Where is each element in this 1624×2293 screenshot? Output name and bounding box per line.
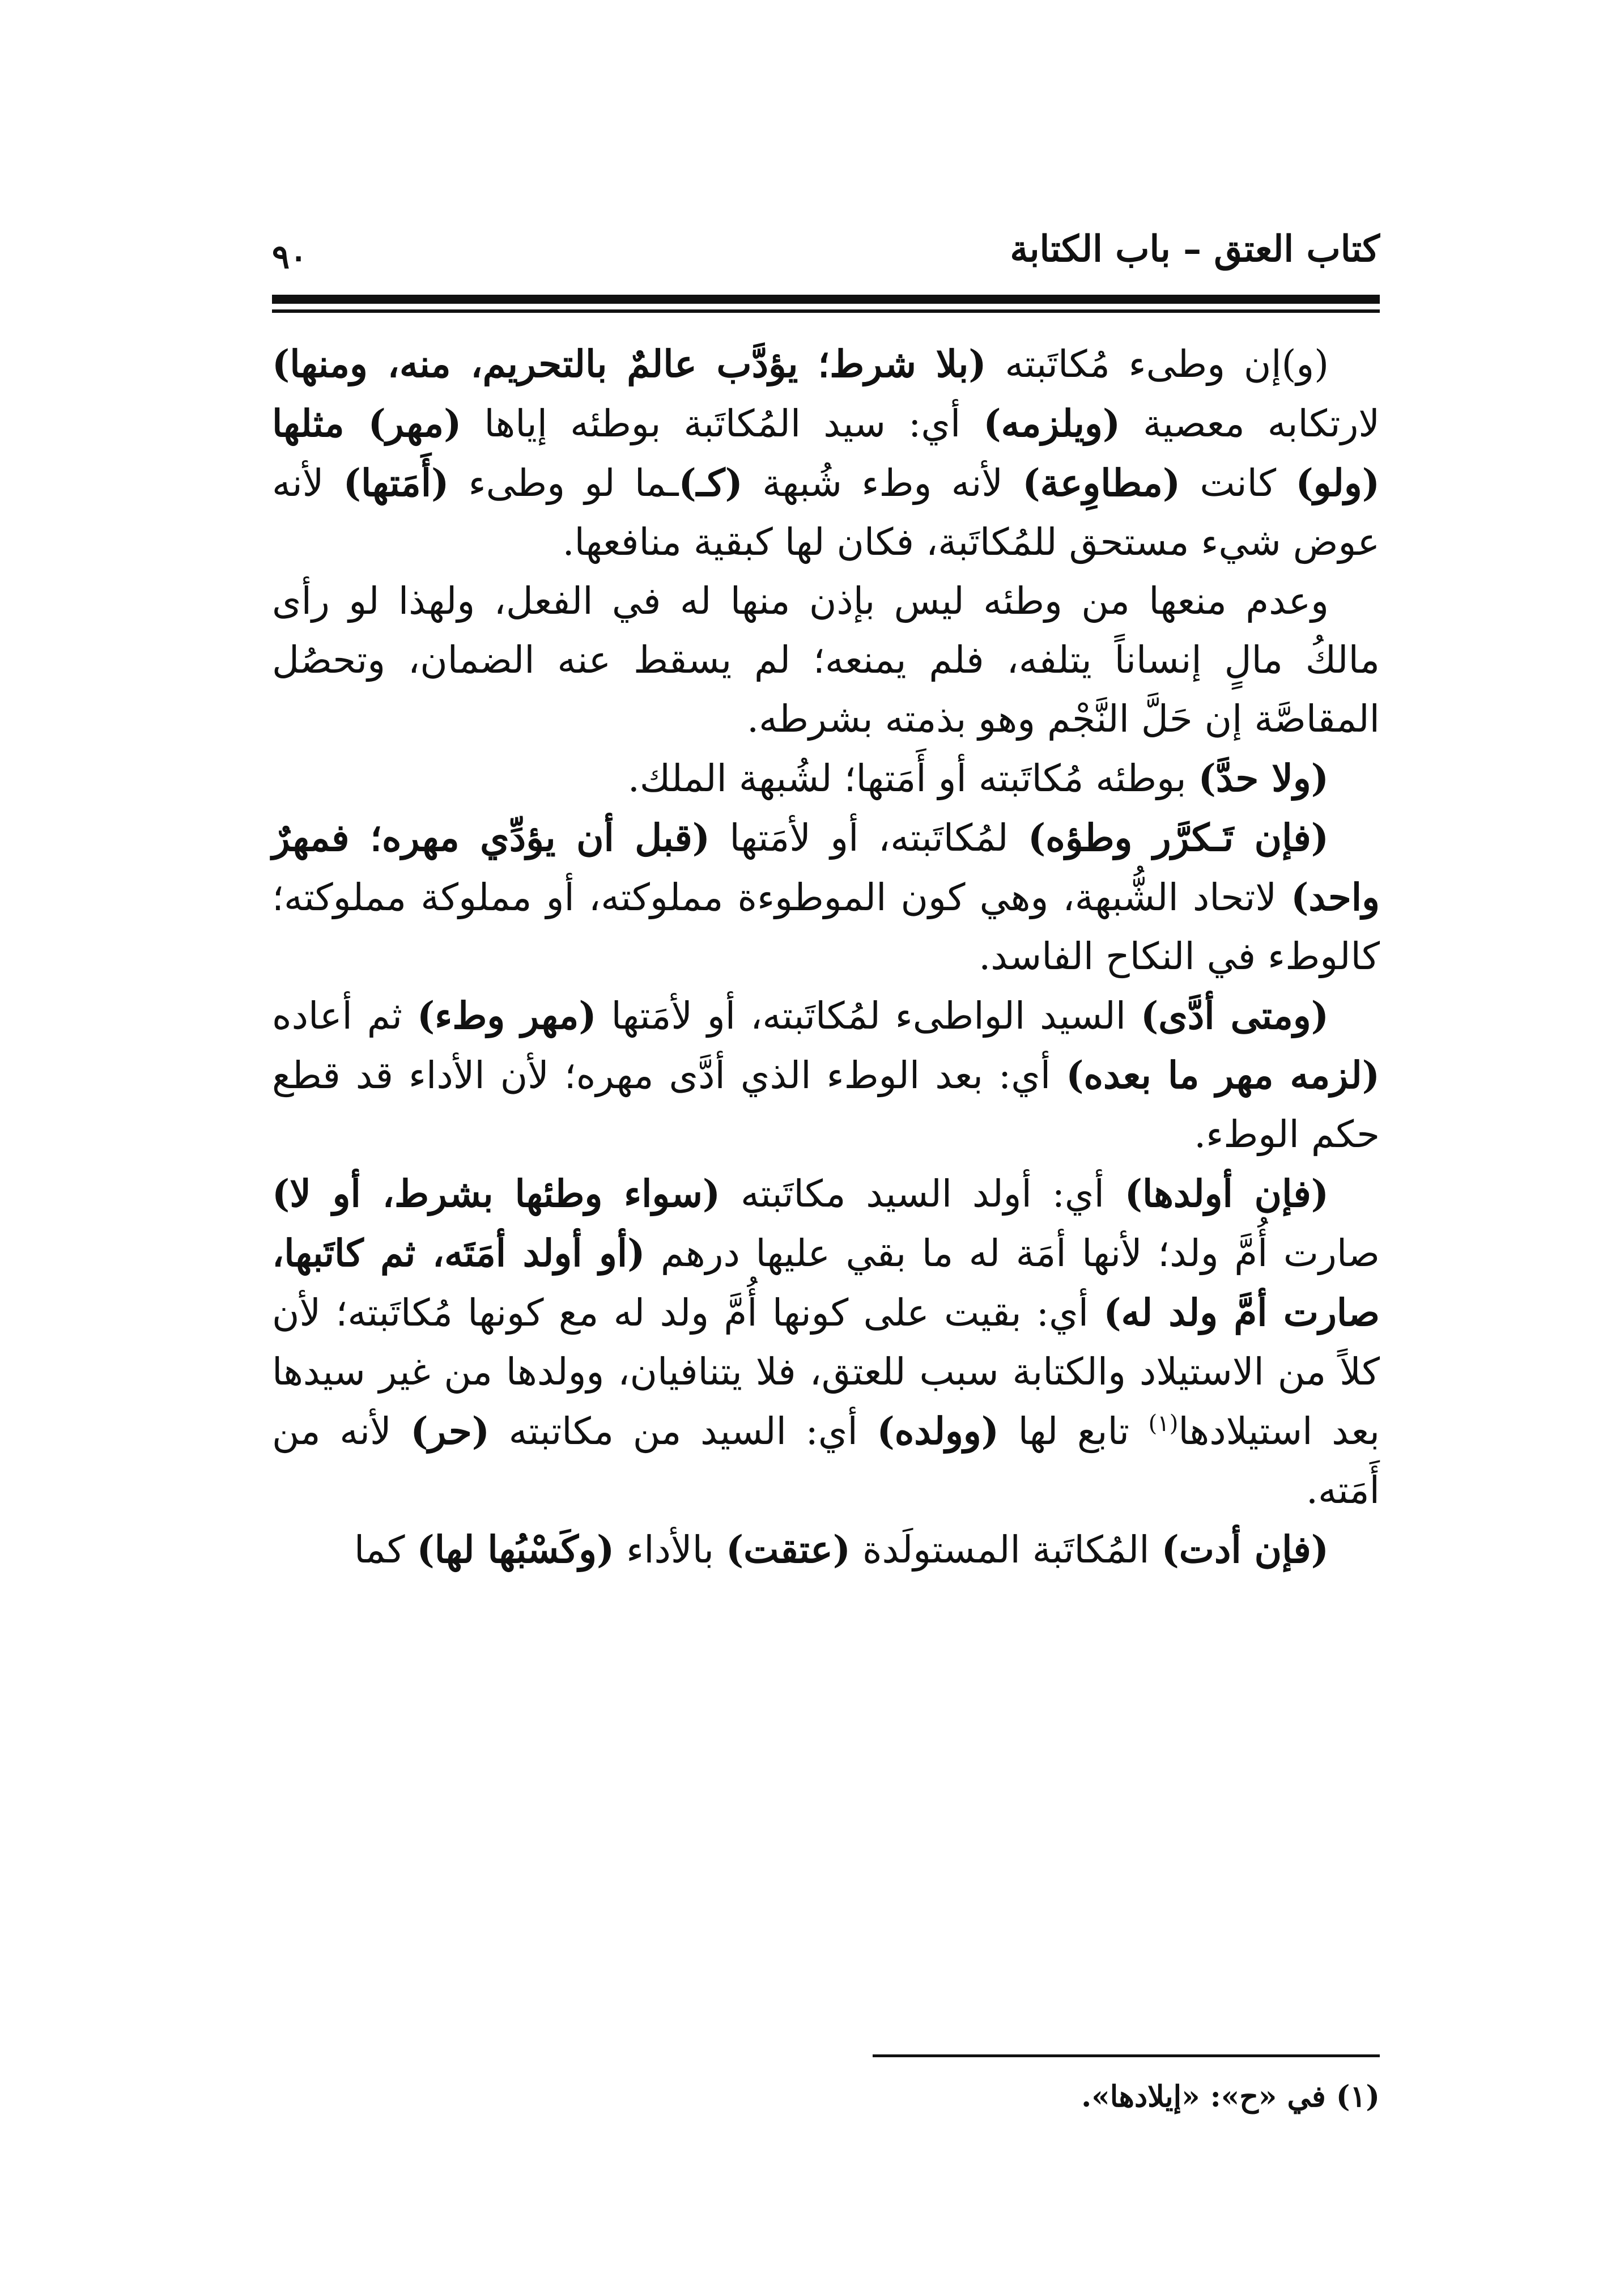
- sharh-text: لأنه من أَمَته.: [272, 1409, 1380, 1512]
- footnote-ref: (١): [1148, 1411, 1179, 1437]
- matn-text: (ويلزمه): [983, 401, 1121, 445]
- body-text: [272, 334, 1380, 1579]
- sharh-text: (و)إن وطىء مُكاتَبته: [986, 342, 1329, 386]
- sharh-text: لأنه وطء شُبهة: [742, 461, 1023, 505]
- sharh-text: أي: بقيت على كونها أُمَّ ولد له مع كونها مُكاتَبته؛ لأن كلاً من الاستيلاد والكتابة سبب للعتق، فلا يتنافيان، وولدها من غير سيدها بعد استيلادها: [272, 1291, 1380, 1453]
- sharh-text: كما: [354, 1528, 417, 1572]
- sharh-text: بالأداء: [614, 1528, 726, 1572]
- sharh-text: لارتكابه معصية: [1120, 402, 1380, 445]
- sharh-text: صارت أُمَّ ولد؛ لأنها أمَة له ما بقي عليها درهم: [645, 1232, 1380, 1275]
- sharh-text: ـما لو وطىء: [449, 461, 679, 505]
- paragraph: [272, 986, 1380, 1164]
- sharh-text: لمُكاتَبته، أو لأمَتها: [709, 816, 1028, 860]
- sharh-text: السيد الواطىء لمُكاتَبته، أو لأمَتها: [596, 994, 1141, 1038]
- matn-text: (سواء وطئها بشرط، أو لا): [272, 1171, 721, 1216]
- sharh-text: أي: أولد السيد مكاتَبته: [720, 1172, 1125, 1216]
- matn-text: (لزمه مهر ما بعده): [1066, 1053, 1380, 1097]
- matn-text: (عتقت): [726, 1527, 851, 1572]
- matn-text: (فإن أولدها): [1124, 1171, 1329, 1216]
- matn-text: (مهر) مثلها (ولو): [272, 401, 1380, 505]
- sharh-text: كانت: [1180, 461, 1296, 505]
- sharh-text: تابع لها: [999, 1409, 1149, 1453]
- sharh-text: وعدم منعها من وطئه ليس بإذن منها له في الفعل، ولهذا لو رأى مالكُ مالٍ إنساناً يتلفه، فلم يمنعه؛ لم يسقط عنه الضمان، وتحصُل المقاصَّة إن حَلَّ النَّجْم وهو بذمته بشرطه.: [272, 579, 1380, 741]
- header-rule-thick: [272, 295, 1380, 304]
- sharh-text: أي: بعد الوطء الذي أدَّى مهره؛ لأن الأداء قد قطع حكم الوطء.: [272, 1054, 1380, 1156]
- matn-text: (ومتى أدَّى): [1141, 993, 1329, 1038]
- paragraph: [272, 808, 1380, 986]
- sharh-text: ثم أعاده: [272, 994, 418, 1038]
- sharh-text: أي: سيد المُكاتَبة بوطئه إياها: [461, 402, 984, 445]
- matn-text: (وكَسْبُها لها): [416, 1527, 615, 1572]
- matn-text: (أَمَتها): [343, 461, 449, 505]
- matn-text: (كـ): [678, 461, 743, 505]
- paragraph: [272, 1164, 1380, 1520]
- footnote: (١) في «ح»: «إيلادها».: [1081, 2079, 1380, 2114]
- header-rule-thin: [272, 309, 1380, 313]
- sharh-text: المُكاتَبة المستولَدة: [850, 1528, 1162, 1572]
- footnote-rule: [873, 2054, 1380, 2057]
- matn-text: (ولا حدَّ): [1198, 756, 1329, 800]
- matn-text: (فإن تَـكرَّر وطؤه): [1028, 816, 1329, 860]
- matn-text: (فإن أدت): [1161, 1527, 1329, 1572]
- matn-text: (بلا شرط؛ يؤدَّب عالمٌ بالتحريم، منه، ومنها): [272, 342, 987, 386]
- matn-text: (قبل أن يؤدِّي مهره؛ فمهرٌ واحد): [272, 816, 1380, 919]
- paragraph: [272, 334, 1380, 572]
- sharh-text: أي: السيد من مكاتبته: [489, 1409, 877, 1453]
- matn-text: (مهر وطء): [417, 993, 597, 1038]
- matn-text: (حر): [410, 1409, 490, 1453]
- paragraph: [272, 749, 1380, 808]
- sharh-text: لأنه عوض شيء مستحق للمُكاتَبة، فكان لها كبقية منافعها.: [272, 461, 1380, 564]
- matn-text: (أو أولد أمَتَه، ثم كاتَبها، صارت أمَّ ولد له): [272, 1231, 1380, 1335]
- page-number: ٩٠: [272, 237, 308, 276]
- matn-text: (وولده): [877, 1409, 1000, 1453]
- sharh-text: لاتحاد الشُّبهة، وهي كون الموطوءة مملوكته، أو مملوكة مملوكته؛ كالوطء في النكاح الفاسد.: [272, 876, 1380, 978]
- matn-text: (مطاوِعة): [1022, 461, 1181, 505]
- page-header: [272, 221, 1380, 283]
- paragraph: [272, 1520, 1380, 1579]
- sharh-text: بوطئه مُكاتَبته أو أَمَتها؛ لشُبهة الملك.: [627, 757, 1198, 800]
- paragraph: [272, 572, 1380, 749]
- running-title: كتاب العتق – باب الكتابة: [1010, 228, 1380, 270]
